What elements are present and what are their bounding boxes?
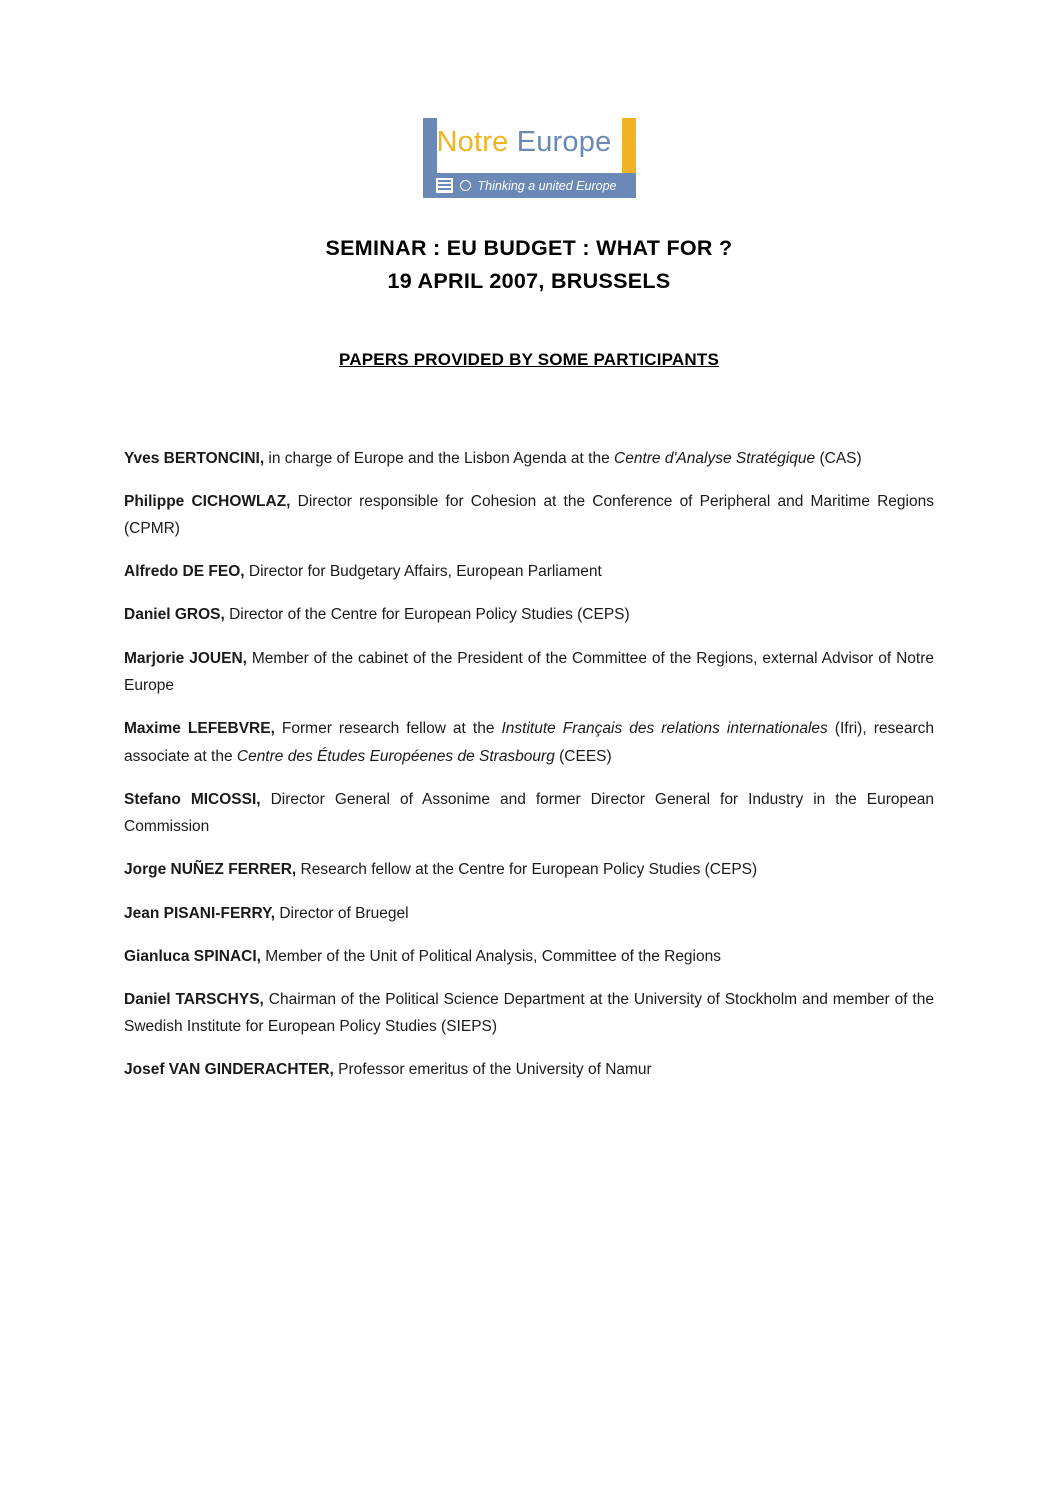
- participant-affiliation: (Ifri), research associate at the: [124, 720, 934, 765]
- participant-affiliation: Professor emeritus of the University of Namur: [333, 1061, 652, 1079]
- page-title-line1: SEMINAR : EU BUDGET : WHAT FOR ?: [325, 236, 733, 260]
- participant-name: Maxime LEFEBVRE,: [124, 720, 275, 738]
- participant-entry: [124, 445, 934, 473]
- participant-name: Daniel TARSCHYS,: [124, 990, 264, 1008]
- participant-name: Stefano MICOSSI,: [124, 790, 261, 808]
- participant-entry: [124, 786, 934, 841]
- participant-entry: [124, 601, 934, 629]
- participant-name: Gianluca SPINACI,: [124, 947, 261, 965]
- participant-affiliation: in charge of Europe and the Lisbon Agenda at the: [264, 449, 615, 467]
- participant-affiliation: Centre des Études Européenes de Strasbourg: [236, 747, 555, 765]
- participant-affiliation: Director General of Assonime and former Director General for Industry in the European Commission: [124, 790, 934, 836]
- logo-tagline: Thinking a united Europe: [477, 178, 617, 193]
- participants-list: [124, 445, 934, 1084]
- participant-affiliation: Research fellow at the Centre for European Policy Studies (CEPS): [296, 861, 758, 879]
- participant-entry: [124, 645, 934, 700]
- page-subtitle: PAPERS PROVIDED BY SOME PARTICIPANTS: [339, 349, 719, 369]
- participant-entry: [124, 900, 934, 928]
- participant-name: Philippe CICHOWLAZ,: [124, 492, 291, 510]
- participant-affiliation: Director of Bruegel: [275, 904, 409, 922]
- logo-word-notre: Notre: [436, 126, 509, 158]
- participant-entry: [124, 488, 934, 543]
- participant-name: Daniel GROS,: [124, 606, 225, 624]
- participant-name: Josef VAN GINDERACHTER,: [124, 1061, 334, 1079]
- participant-entry: [124, 1056, 934, 1084]
- page-title-line2: 19 APRIL 2007, BRUSSELS: [387, 269, 671, 294]
- participant-entry: [124, 943, 934, 971]
- book-icon: [436, 178, 453, 193]
- participant-entry: [124, 715, 934, 770]
- circle-icon: [460, 180, 471, 191]
- logo-blue-band-icon: [423, 118, 437, 173]
- participant-affiliation: Member of the cabinet of the President of the Committee of the Regions, external Advisor of Notre Europe: [124, 649, 935, 695]
- participant-affiliation: Chairman of the Political Science Department at the University of Stockholm and member of the Swedish Institute for European Policy Studies (SIEPS): [124, 990, 934, 1036]
- participant-affiliation: (CAS): [815, 449, 862, 467]
- logo-bottom-panel: [423, 173, 636, 198]
- participant-entry: [124, 856, 934, 884]
- participant-affiliation: Institute Français des relations internationales: [501, 720, 828, 738]
- participant-affiliation: Director responsible for Cohesion at the Conference of Peripheral and Maritime Regions (CPMR): [124, 492, 934, 538]
- participant-entry: [124, 986, 934, 1041]
- participant-affiliation: Centre d'Analyse Stratégique: [614, 449, 816, 467]
- logo-top-panel: [423, 118, 636, 173]
- participant-name: Yves BERTONCINI,: [124, 449, 265, 467]
- notre-europe-logo: [423, 118, 636, 198]
- participant-affiliation: Member of the Unit of Political Analysis, Committee of the Regions: [260, 947, 721, 965]
- participant-affiliation: Former research fellow at the: [274, 720, 502, 738]
- participant-affiliation: Director of the Centre for European Policy Studies (CEPS): [224, 606, 630, 624]
- participant-name: Marjorie JOUEN,: [124, 649, 247, 667]
- page-title: [0, 232, 1058, 299]
- logo-gold-band-icon: [622, 118, 636, 173]
- participant-name: Alfredo DE FEO,: [124, 563, 245, 581]
- participant-affiliation: (CEES): [554, 747, 612, 765]
- participant-name: Jorge NUÑEZ FERRER,: [124, 861, 297, 879]
- logo-word-europe: Europe: [516, 126, 612, 158]
- participant-entry: [124, 558, 934, 586]
- logo-container: [0, 0, 1058, 198]
- participant-affiliation: Director for Budgetary Affairs, European Parliament: [244, 563, 602, 581]
- participant-name: Jean PISANI-FERRY,: [124, 904, 276, 922]
- logo-wordmark: [437, 126, 622, 159]
